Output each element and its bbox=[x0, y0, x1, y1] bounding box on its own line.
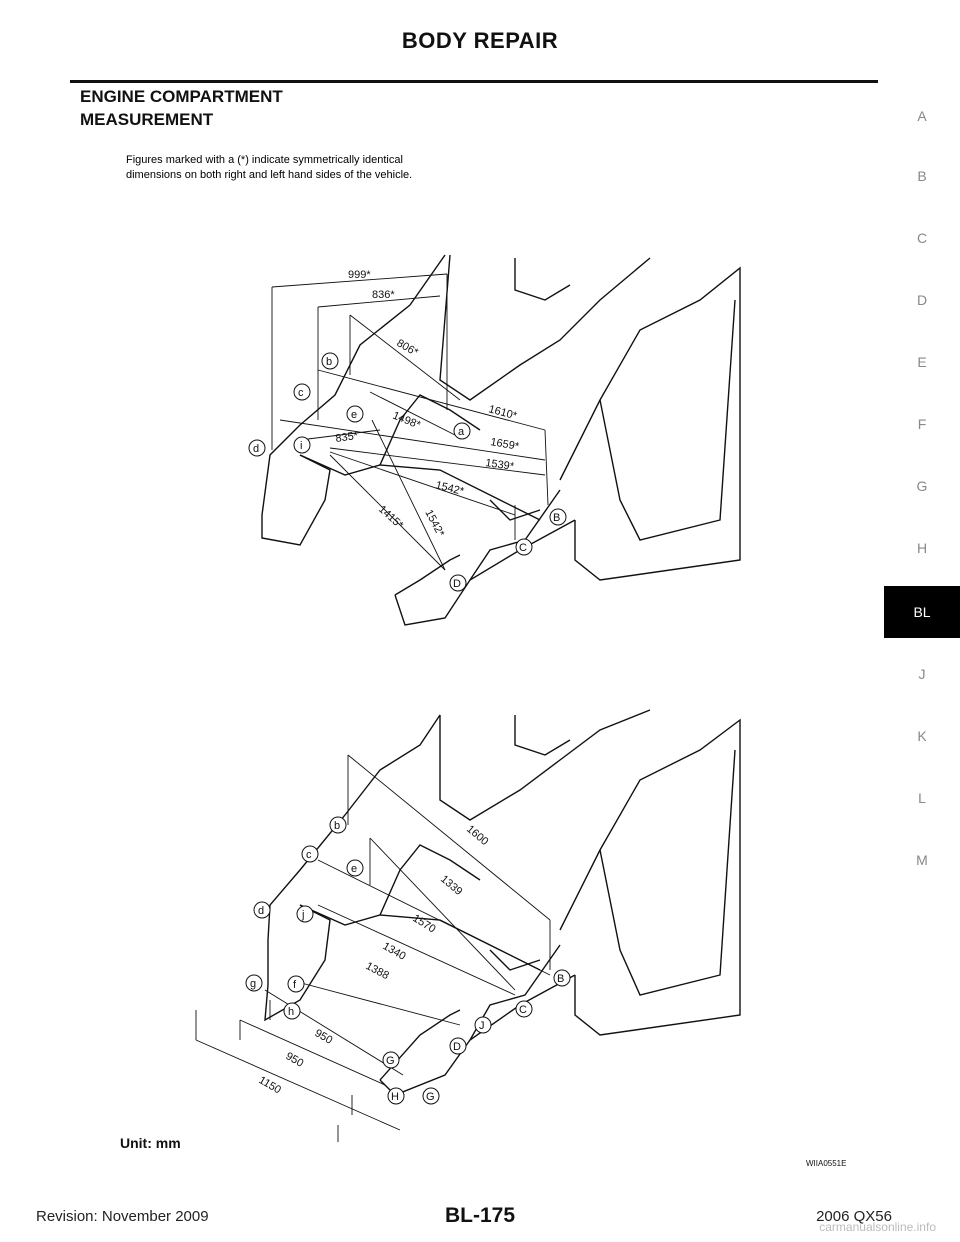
dim-950-b: 950 bbox=[283, 1050, 306, 1070]
side-index-e[interactable]: E bbox=[917, 354, 927, 370]
point-h: h bbox=[288, 1006, 295, 1018]
point-c: c bbox=[306, 849, 312, 861]
side-index-bl-active[interactable]: BL bbox=[884, 586, 960, 638]
section-title: ENGINE COMPARTMENT bbox=[80, 87, 283, 106]
page-header-title: BODY REPAIR bbox=[401, 28, 559, 53]
figure-code: WIIA0551E bbox=[806, 1159, 847, 1168]
side-index-l[interactable]: L bbox=[918, 790, 926, 806]
section-subtitle: MEASUREMENT bbox=[80, 110, 214, 129]
point-d: d bbox=[253, 443, 260, 455]
footer-revision: Revision: November 2009 bbox=[36, 1208, 209, 1225]
dim-1570: 1570 bbox=[410, 912, 438, 936]
figure-note-line2: dimensions on both right and left hand sides of the vehicle. bbox=[126, 169, 413, 181]
dim-999: 999* bbox=[348, 269, 371, 281]
dim-1539: 1539* bbox=[484, 457, 515, 473]
point-c: c bbox=[298, 387, 304, 399]
side-index-k[interactable]: K bbox=[917, 728, 927, 744]
footer-page-number: BL-175 bbox=[444, 1204, 516, 1227]
side-index-c[interactable]: C bbox=[916, 230, 928, 246]
dim-950-a: 950 bbox=[312, 1027, 335, 1047]
dim-836: 836* bbox=[372, 289, 395, 301]
bottom-body-outline bbox=[265, 710, 740, 1095]
dim-1340: 1340 bbox=[380, 940, 408, 963]
unit-label: Unit: mm bbox=[120, 1135, 181, 1151]
side-index-j[interactable]: J bbox=[918, 666, 926, 682]
dim-1542-a: 1542* bbox=[434, 479, 466, 498]
point-B: B bbox=[557, 973, 565, 985]
point-J: J bbox=[479, 1020, 485, 1032]
point-H: H bbox=[391, 1091, 399, 1103]
point-j: j bbox=[302, 909, 305, 921]
dim-1150: 1150 bbox=[256, 1074, 283, 1097]
bottom-dimension-lines bbox=[196, 755, 550, 1142]
point-C: C bbox=[519, 542, 527, 554]
dim-806: 806* bbox=[394, 337, 421, 359]
side-index-g[interactable]: G bbox=[916, 478, 928, 494]
dim-1388: 1388 bbox=[363, 960, 391, 983]
side-index-h[interactable]: H bbox=[916, 540, 928, 556]
side-index-f[interactable]: F bbox=[917, 416, 927, 432]
dim-1659: 1659* bbox=[489, 436, 520, 453]
point-D: D bbox=[453, 1041, 461, 1053]
point-f: f bbox=[293, 979, 297, 991]
point-G-a: G bbox=[386, 1055, 395, 1067]
dim-1339: 1339 bbox=[438, 873, 465, 899]
point-d: d bbox=[258, 905, 265, 917]
point-b: b bbox=[326, 356, 333, 368]
dim-1415: 1415* bbox=[375, 503, 406, 532]
point-C: C bbox=[519, 1004, 527, 1016]
point-D: D bbox=[453, 578, 461, 590]
top-dimension-labels bbox=[335, 269, 521, 539]
dim-1498: 1498* bbox=[390, 409, 423, 432]
side-index-a[interactable]: A bbox=[917, 108, 927, 124]
point-b: b bbox=[334, 820, 341, 832]
dim-1542-b: 1542* bbox=[422, 507, 447, 539]
watermark: carmanualsonline.info bbox=[819, 1220, 936, 1234]
footer-model: 2006 QX56 bbox=[816, 1208, 892, 1225]
side-index-d[interactable]: D bbox=[916, 292, 928, 308]
point-e: e bbox=[351, 863, 358, 875]
point-a: a bbox=[458, 426, 465, 438]
side-index-b[interactable]: B bbox=[917, 168, 927, 184]
point-G-b: G bbox=[426, 1091, 435, 1103]
point-B: B bbox=[553, 512, 561, 524]
point-e: e bbox=[351, 409, 358, 421]
side-index-m[interactable]: M bbox=[916, 852, 928, 868]
point-i: i bbox=[300, 440, 303, 452]
dim-1600: 1600 bbox=[464, 823, 491, 849]
dim-1610: 1610* bbox=[487, 403, 519, 423]
dim-835: 835* bbox=[334, 429, 359, 445]
figure-note-line1: Figures marked with a (*) indicate symmetrically identical bbox=[126, 154, 403, 166]
point-g: g bbox=[250, 978, 257, 990]
